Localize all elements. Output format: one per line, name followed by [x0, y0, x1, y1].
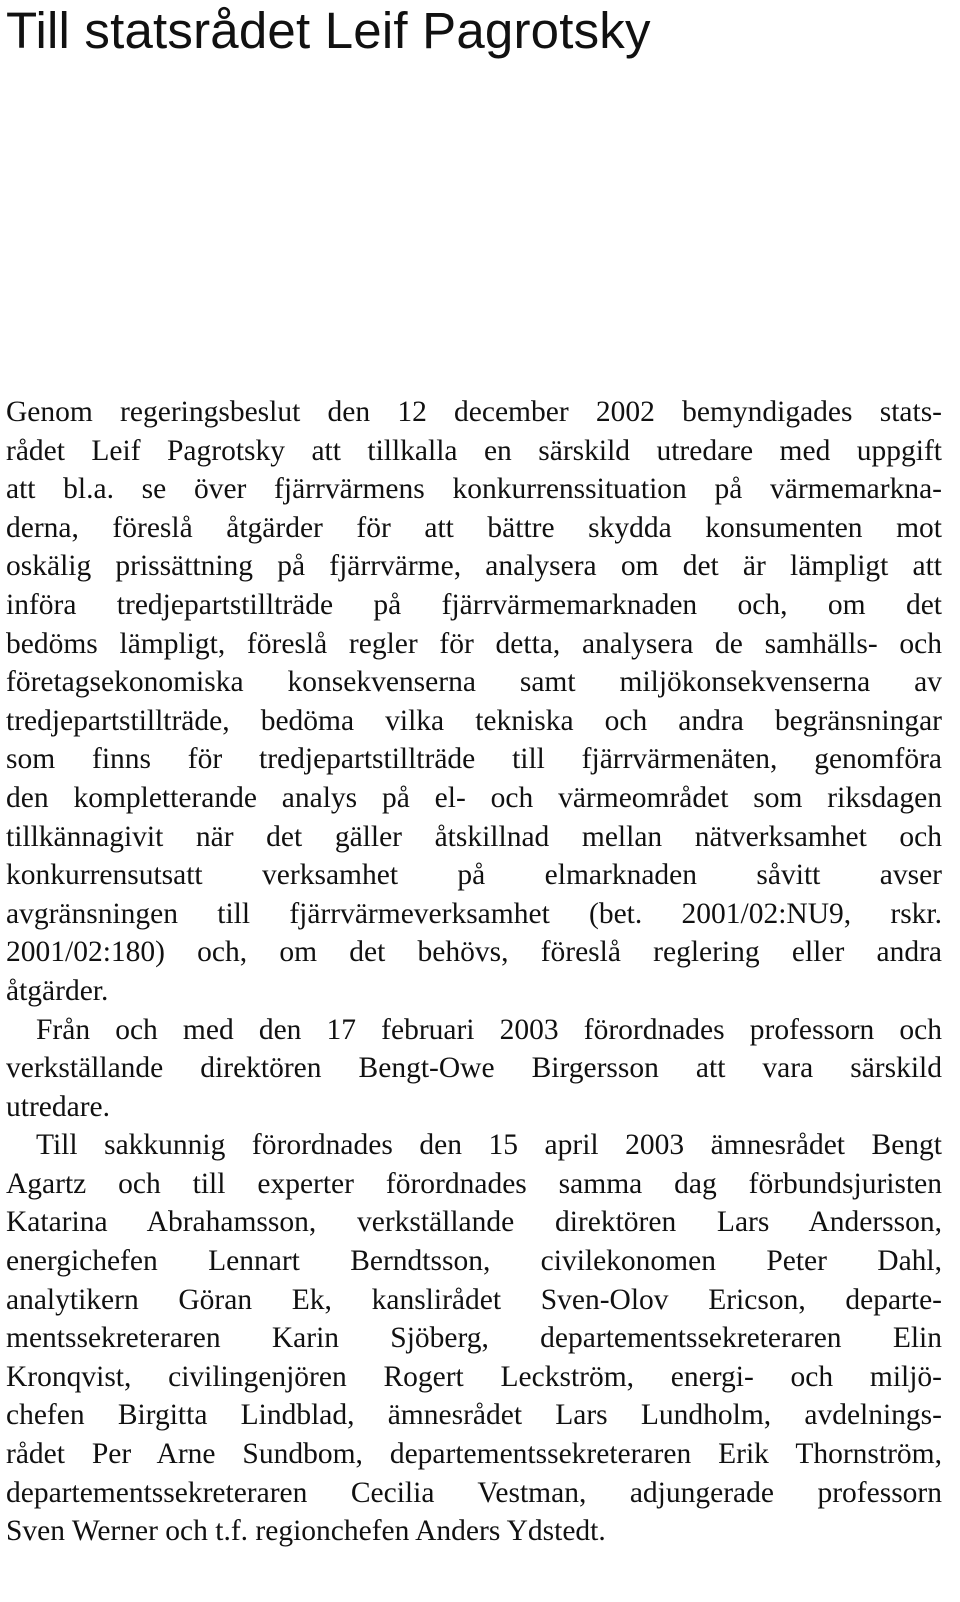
- text-line: avgränsningen till fjärrvärmeverksamhet (bet. 2001/02:NU9, rskr.: [6, 897, 942, 930]
- text-line: energichefen Lennart Berndtsson, civilekonomen Peter Dahl,: [6, 1245, 942, 1278]
- text-line: oskälig prissättning på fjärrvärme, analysera om det är lämpligt att: [6, 550, 942, 583]
- text-line: verkställande direktören Bengt-Owe Birgersson att vara särskild: [6, 1052, 942, 1085]
- text-line: företagsekonomiska konsekvenserna samt miljökonsekvenserna av: [6, 666, 942, 699]
- text-line: derna, föreslå åtgärder för att bättre skydda konsumenten mot: [6, 511, 942, 544]
- text-line: utredare.: [6, 1090, 110, 1123]
- text-line: analytikern Göran Ek, kanslirådet Sven-Olov Ericson, departe-: [6, 1283, 942, 1316]
- text-line: tredjepartstillträde, bedöma vilka tekniska och andra begränsningar: [6, 704, 942, 737]
- text-line: Katarina Abrahamsson, verkställande direktören Lars Andersson,: [6, 1206, 942, 1239]
- text-line: bedöms lämpligt, föreslå regler för detta, analysera de samhälls- och: [6, 627, 942, 660]
- paragraph-appointment: [6, 1011, 942, 1127]
- text-line: tillkännagivit när det gäller åtskillnad mellan nätverksamhet och: [6, 820, 942, 853]
- text-line: 2001/02:180) och, om det behövs, föreslå reglering eller andra: [6, 936, 942, 969]
- text-line: Genom regeringsbeslut den 12 december 2002 bemyndigades stats-: [6, 396, 942, 428]
- text-line: konkurrensutsatt verksamhet på elmarknaden såvitt avser: [6, 859, 942, 892]
- text-line: som finns för tredjepartstillträde till fjärrvärmenäten, genomföra: [6, 743, 942, 776]
- paragraph-mandate: [6, 393, 942, 1011]
- document-body: [6, 393, 942, 1551]
- text-line: Från och med den 17 februari 2003 förordnades professorn och: [36, 1013, 942, 1046]
- text-line: den kompletterande analys på el- och värmeområdet som riksdagen: [6, 781, 942, 814]
- text-line: Till sakkunnig förordnades den 15 april 2003 ämnesrådet Bengt: [36, 1129, 942, 1162]
- paragraph-experts: [6, 1126, 942, 1551]
- text-line: chefen Birgitta Lindblad, ämnesrådet Lars Lundholm, avdelnings-: [6, 1399, 942, 1432]
- text-line: att bl.a. se över fjärrvärmens konkurrenssituation på värmemarkna-: [6, 473, 942, 506]
- text-line: Agartz och till experter förordnades samma dag förbundsjuristen: [6, 1167, 942, 1200]
- text-line: införa tredjepartstillträde på fjärrvärmemarknaden och, om det: [6, 588, 942, 621]
- text-line: rådet Per Arne Sundbom, departementssekreteraren Erik Thornström,: [6, 1438, 942, 1471]
- text-line: departementssekreteraren Cecilia Vestman, adjungerade professorn: [6, 1476, 942, 1509]
- text-line: Kronqvist, civilingenjören Rogert Leckström, energi- och miljö-: [6, 1360, 942, 1393]
- text-line: åtgärder.: [6, 974, 109, 1007]
- text-line: mentssekreteraren Karin Sjöberg, departementssekreteraren Elin: [6, 1322, 942, 1355]
- text-line: Sven Werner och t.f. regionchefen Anders Ydstedt.: [6, 1515, 606, 1548]
- text-line: rådet Leif Pagrotsky att tillkalla en särskild utredare med uppgift: [6, 434, 942, 467]
- page-title: Till statsrådet Leif Pagrotsky: [6, 2, 651, 59]
